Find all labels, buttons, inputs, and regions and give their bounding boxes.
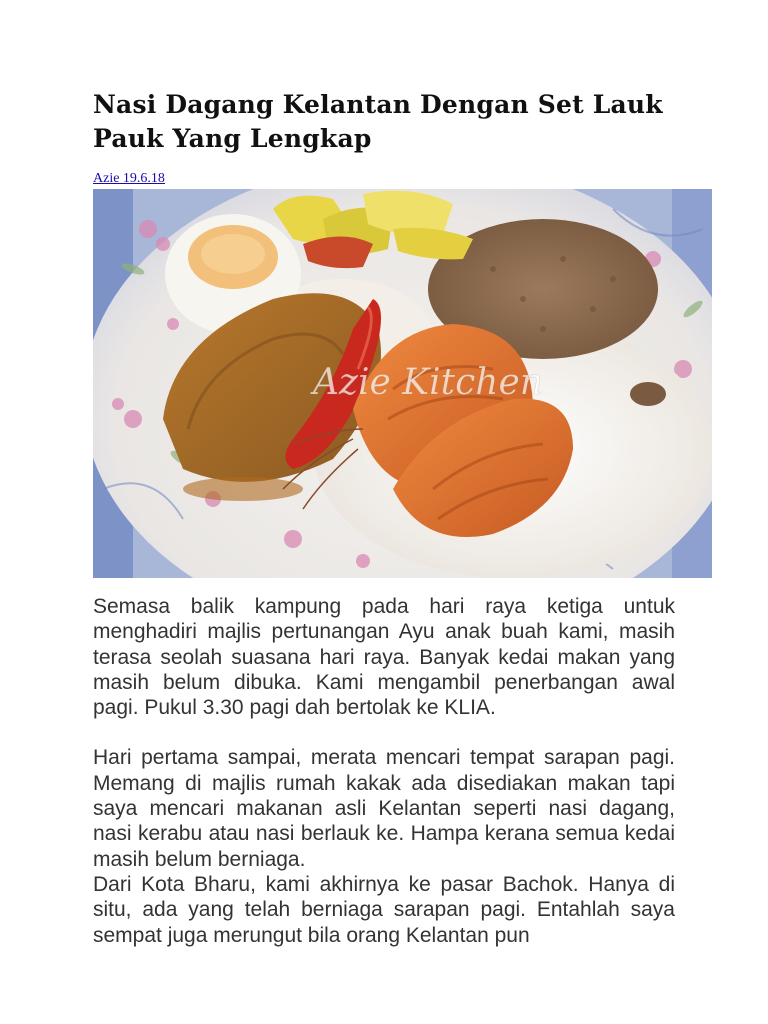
- author-date-link[interactable]: Azie 19.6.18: [93, 171, 165, 186]
- paragraph: Hari pertama sampai, merata mencari tempat sarapan pagi. Memang di majlis rumah kakak ada disediakan makan tapi saya mencari makanan asli Kelantan seperti nasi dagang, nasi kerabu atau nasi berlauk ke. Hampa kerana semua kedai masih belum berniaga.: [93, 746, 675, 871]
- food-photo: [93, 189, 712, 578]
- photo-watermark: Azie Kitchen: [313, 362, 543, 403]
- paragraph: Semasa balik kampung pada hari raya ketiga untuk menghadiri majlis pertunangan Ayu anak buah kami, masih terasa seolah suasana hari raya. Banyak kedai makan yang masih belum dibuka. Kami mengambil penerbangan awal pagi. Pukul 3.30 pagi dah bertolak ke KLIA.: [93, 595, 675, 720]
- article-body: [93, 594, 675, 948]
- paragraph: Dari Kota Bharu, kami akhirnya ke pasar Bachok. Hanya di situ, ada yang telah berniaga sarapan pagi. Entahlah saya sempat juga merungut bila orang Kelantan pun: [93, 872, 675, 947]
- article-title: Nasi Dagang Kelantan Dengan Set Lauk Pauk Yang Lengkap: [93, 90, 663, 153]
